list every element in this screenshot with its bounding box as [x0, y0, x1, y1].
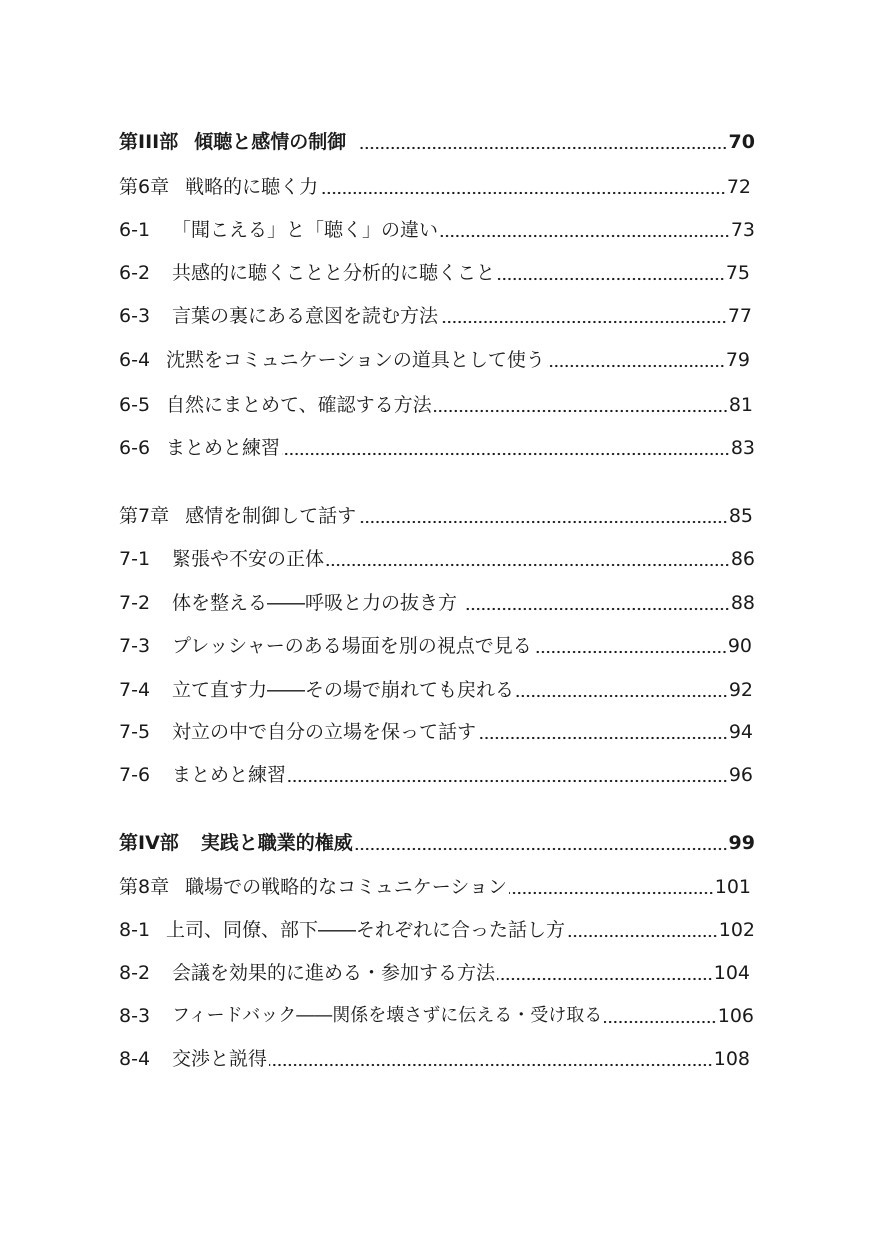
entry-title: 感情を制御して話す — [185, 505, 357, 527]
dot-leader — [547, 364, 725, 368]
dot-leader — [478, 736, 728, 740]
entry-title: 自然にまとめて、確認する方法 — [166, 394, 432, 416]
toc-entry-section-8-3[interactable] — [119, 998, 754, 1028]
entry-page-number: 73 — [730, 219, 755, 241]
dot-leader — [440, 234, 730, 238]
toc-entry-part-4[interactable] — [119, 825, 755, 855]
entry-page-number: 79 — [725, 349, 750, 371]
toc-entry-section-6-1[interactable] — [119, 212, 755, 242]
entry-page-number: 77 — [727, 305, 752, 327]
entry-title: 会議を効果的に進める・参加する方法 — [172, 962, 496, 984]
entry-page-number: 72 — [726, 176, 751, 198]
entry-number: 8-3 — [119, 1005, 151, 1027]
entry-number: 第III部 — [119, 131, 179, 153]
dot-leader — [465, 607, 730, 611]
entry-title: 共感的に聴くことと分析的に聴くこと — [172, 262, 496, 284]
entry-page-number: 99 — [728, 832, 755, 854]
toc-entry-section-8-1[interactable] — [119, 912, 755, 942]
entry-page-number: 102 — [718, 919, 755, 941]
toc-entry-section-6-4[interactable] — [119, 342, 750, 372]
dot-leader — [326, 563, 730, 567]
entry-page-number: 92 — [728, 679, 753, 701]
dot-leader — [355, 847, 728, 851]
dot-leader — [282, 452, 730, 456]
entry-title: 実践と職業的権威 — [200, 832, 353, 854]
dot-leader — [288, 779, 728, 783]
entry-number: 8-2 — [119, 962, 151, 984]
dot-leader — [434, 409, 728, 413]
entry-number: 7-5 — [119, 721, 151, 743]
entry-number: 第6章 — [119, 176, 170, 198]
entry-number: 6-6 — [119, 437, 151, 459]
entry-number: 6-2 — [119, 262, 151, 284]
toc-entry-section-8-4[interactable] — [119, 1041, 750, 1071]
entry-page-number: 81 — [728, 394, 753, 416]
toc-entry-chapter-6[interactable] — [119, 169, 751, 199]
entry-title: 体を整える――呼吸と力の抜き方 — [172, 592, 458, 614]
dot-leader — [516, 694, 728, 698]
dot-leader — [534, 650, 727, 654]
entry-page-number: 85 — [728, 505, 753, 527]
entry-number: 第IV部 — [119, 832, 179, 854]
entry-title: 上司、同僚、部下――それぞれに合った話し方 — [166, 919, 566, 941]
entry-number: 7-1 — [119, 548, 151, 570]
entry-title: 対立の中で自分の立場を保って話す — [172, 721, 477, 743]
entry-title: まとめと練習 — [172, 764, 287, 786]
entry-title: 戦略的に聴く力 — [185, 176, 319, 198]
entry-number: 6-5 — [119, 394, 151, 416]
entry-page-number: 106 — [717, 1005, 754, 1027]
entry-number: 6-3 — [119, 305, 151, 327]
entry-number: 7-4 — [119, 679, 151, 701]
toc-entry-section-6-6[interactable] — [119, 430, 755, 460]
entry-number: 7-2 — [119, 592, 151, 614]
dot-leader — [604, 1020, 716, 1024]
entry-page-number: 88 — [730, 592, 755, 614]
dot-leader — [440, 320, 727, 324]
dot-leader — [320, 191, 726, 195]
dot-leader — [358, 146, 727, 150]
toc-entry-section-7-4[interactable] — [119, 672, 753, 702]
entry-number: 6-1 — [119, 219, 151, 241]
entry-title: 傾聴と感情の制御 — [194, 131, 347, 153]
entry-title: フィードバック――関係を壊さずに伝える・受け取る — [172, 1005, 603, 1026]
toc-entry-section-8-2[interactable] — [119, 955, 750, 985]
entry-number: 第8章 — [119, 876, 170, 898]
dot-leader — [497, 277, 725, 281]
dot-leader — [509, 891, 714, 895]
entry-number: 8-1 — [119, 919, 151, 941]
toc-entry-section-7-3[interactable] — [119, 628, 752, 658]
toc-entry-part-3[interactable] — [119, 124, 755, 154]
entry-title: 言葉の裏にある意図を読む方法 — [172, 305, 439, 327]
entry-title: 交渉と説得 — [172, 1048, 268, 1070]
entry-number: 第7章 — [119, 505, 170, 527]
toc-entry-section-7-6[interactable] — [119, 757, 753, 787]
entry-number: 6-4 — [119, 349, 151, 371]
entry-title: プレッシャーのある場面を別の視点で見る — [172, 635, 532, 657]
toc-entry-chapter-8[interactable] — [119, 869, 751, 899]
entry-number: 7-3 — [119, 635, 151, 657]
toc-entry-section-6-5[interactable] — [119, 387, 753, 417]
toc-entry-section-7-2[interactable] — [119, 585, 755, 615]
toc-entry-chapter-7[interactable] — [119, 498, 753, 528]
entry-page-number: 108 — [713, 1048, 750, 1070]
entry-page-number: 75 — [725, 262, 750, 284]
toc-entry-section-6-3[interactable] — [119, 298, 752, 328]
entry-number: 8-4 — [119, 1048, 151, 1070]
entry-page-number: 86 — [730, 548, 755, 570]
entry-title: 「聞こえる」と「聴く」の違い — [172, 219, 439, 241]
entry-page-number: 90 — [727, 635, 752, 657]
entry-page-number: 83 — [730, 437, 755, 459]
dot-leader — [567, 934, 718, 938]
entry-title: 緊張や不安の正体 — [172, 548, 325, 570]
dot-leader — [358, 520, 728, 524]
entry-page-number: 104 — [713, 962, 750, 984]
entry-title: まとめと練習 — [166, 437, 281, 459]
entry-title: 立て直す力――その場で崩れても戻れる — [172, 679, 515, 701]
dot-leader — [497, 977, 713, 981]
entry-title: 職場での戦略的なコミュニケーション — [185, 876, 507, 898]
dot-leader — [269, 1063, 713, 1067]
toc-entry-section-6-2[interactable] — [119, 255, 750, 285]
entry-title: 沈黙をコミュニケーションの道具として使う — [166, 349, 545, 371]
entry-page-number: 94 — [728, 721, 753, 743]
entry-page-number: 96 — [728, 764, 753, 786]
entry-page-number: 70 — [728, 131, 755, 153]
toc-entry-section-7-5[interactable] — [119, 714, 753, 744]
toc-entry-section-7-1[interactable] — [119, 541, 755, 571]
entry-page-number: 101 — [714, 876, 751, 898]
entry-number: 7-6 — [119, 764, 151, 786]
